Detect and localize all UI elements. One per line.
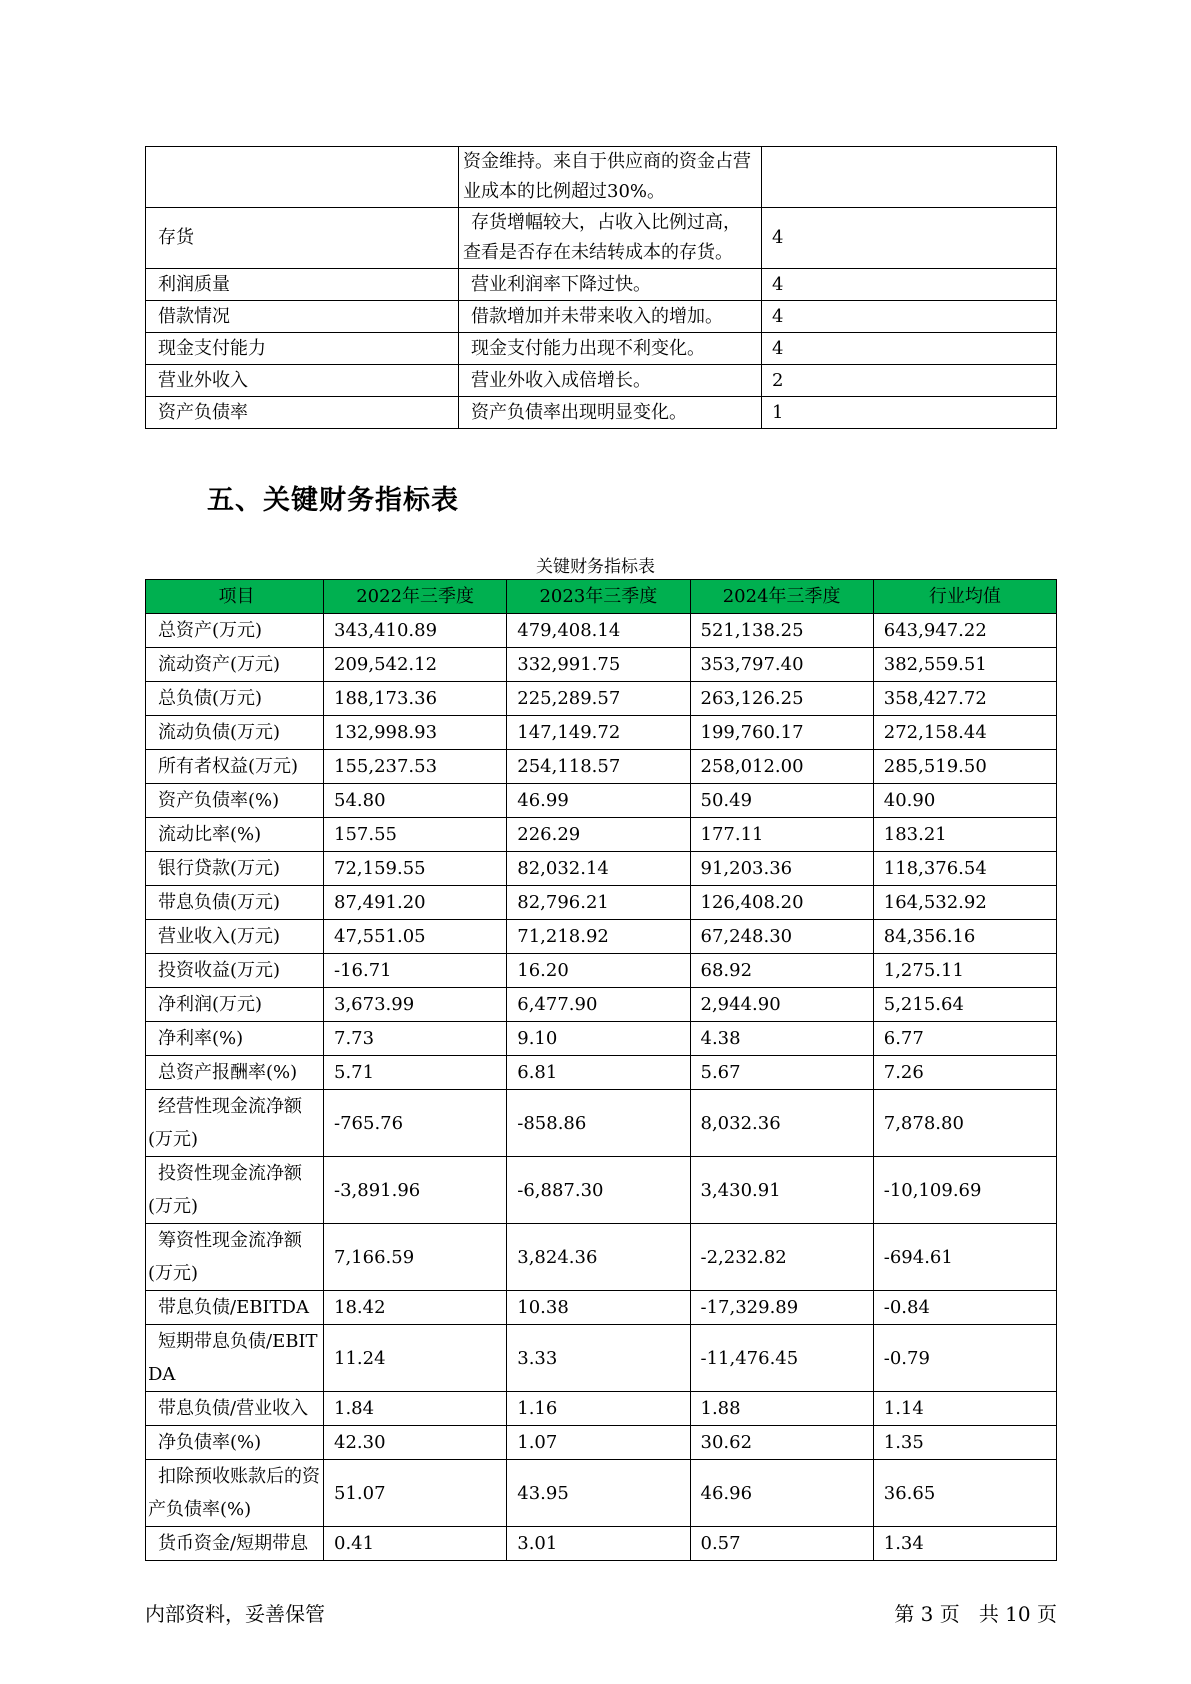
risk-description-cell: 营业外收入成倍增长。 — [459, 365, 762, 397]
indicator-value: 3,824.36 — [507, 1224, 690, 1291]
table-row — [146, 818, 1057, 852]
indicator-label: 净利率(%) — [146, 1022, 324, 1056]
risk-score-cell: 1 — [762, 397, 1057, 429]
indicator-value: 3,673.99 — [324, 988, 507, 1022]
risk-score-cell: 4 — [762, 269, 1057, 301]
indicator-value: 209,542.12 — [324, 648, 507, 682]
indicator-label: 总资产报酬率(%) — [146, 1056, 324, 1090]
table-caption: 关键财务指标表 — [536, 557, 655, 577]
indicator-value: 332,991.75 — [507, 648, 690, 682]
column-header: 2022年三季度 — [324, 580, 507, 614]
indicator-value: 51.07 — [324, 1460, 507, 1527]
risk-description-cell: 存货增幅较大，占收入比例过高，查看是否存在未结转成本的存货。 — [459, 208, 762, 269]
indicator-value: 72,159.55 — [324, 852, 507, 886]
indicator-label: 总资产(万元) — [146, 614, 324, 648]
indicator-value: 46.99 — [507, 784, 690, 818]
table-row — [146, 301, 1057, 333]
indicator-value: 254,118.57 — [507, 750, 690, 784]
column-header: 行业均值 — [873, 580, 1056, 614]
indicator-value: 11.24 — [324, 1325, 507, 1392]
indicator-value: 82,796.21 — [507, 886, 690, 920]
table-row — [146, 784, 1057, 818]
indicator-value: 50.49 — [690, 784, 873, 818]
table-header-row — [146, 580, 1057, 614]
indicator-value: 87,491.20 — [324, 886, 507, 920]
indicator-value: 16.20 — [507, 954, 690, 988]
indicator-value: 226.29 — [507, 818, 690, 852]
table-row — [146, 920, 1057, 954]
footer-page-number: 第 3 页 共 10 页 — [894, 1602, 1057, 1626]
indicator-value: -11,476.45 — [690, 1325, 873, 1392]
key-financial-indicators-table — [145, 579, 1057, 1561]
indicator-label: 总负债(万元) — [146, 682, 324, 716]
table-row — [146, 1090, 1057, 1157]
indicator-value: 263,126.25 — [690, 682, 873, 716]
table-row — [146, 988, 1057, 1022]
indicator-label: 银行贷款(万元) — [146, 852, 324, 886]
indicator-value: -3,891.96 — [324, 1157, 507, 1224]
indicator-label: 投资性现金流净额(万元) — [146, 1157, 324, 1224]
table-row — [146, 954, 1057, 988]
indicator-label: 短期带息负债/EBITDA — [146, 1325, 324, 1392]
table-row — [146, 397, 1057, 429]
risk-description-cell: 资金维持。来自于供应商的资金占营业成本的比例超过30%。 — [459, 147, 762, 208]
indicator-value: 382,559.51 — [873, 648, 1056, 682]
risk-description-cell: 借款增加并未带来收入的增加。 — [459, 301, 762, 333]
indicator-value: 479,408.14 — [507, 614, 690, 648]
indicator-value: 10.38 — [507, 1291, 690, 1325]
indicator-value: 47,551.05 — [324, 920, 507, 954]
indicator-value: -0.79 — [873, 1325, 1056, 1392]
indicator-label: 流动负债(万元) — [146, 716, 324, 750]
indicator-value: 3,430.91 — [690, 1157, 873, 1224]
indicator-label: 资产负债率(%) — [146, 784, 324, 818]
indicator-value: 353,797.40 — [690, 648, 873, 682]
indicator-value: 0.41 — [324, 1527, 507, 1561]
indicator-value: 285,519.50 — [873, 750, 1056, 784]
column-header: 2024年三季度 — [690, 580, 873, 614]
indicator-value: 36.65 — [873, 1460, 1056, 1527]
indicator-value: 7.73 — [324, 1022, 507, 1056]
indicator-value: 132,998.93 — [324, 716, 507, 750]
indicator-label: 流动资产(万元) — [146, 648, 324, 682]
indicator-label: 货币资金/短期带息 — [146, 1527, 324, 1561]
indicator-value: 7,166.59 — [324, 1224, 507, 1291]
table-row — [146, 852, 1057, 886]
indicator-value: 1.84 — [324, 1392, 507, 1426]
indicator-value: 91,203.36 — [690, 852, 873, 886]
indicator-value: 3.01 — [507, 1527, 690, 1561]
indicator-value: 643,947.22 — [873, 614, 1056, 648]
indicator-value: 188,173.36 — [324, 682, 507, 716]
section-title: 五、关键财务指标表 — [207, 485, 459, 516]
indicator-value: 147,149.72 — [507, 716, 690, 750]
indicator-value: -694.61 — [873, 1224, 1056, 1291]
indicator-value: 6.77 — [873, 1022, 1056, 1056]
risk-item-cell: 资产负债率 — [146, 397, 459, 429]
table-row — [146, 1022, 1057, 1056]
risk-score-cell: 4 — [762, 333, 1057, 365]
table-row — [146, 365, 1057, 397]
indicator-label: 营业收入(万元) — [146, 920, 324, 954]
indicator-label: 筹资性现金流净额(万元) — [146, 1224, 324, 1291]
table-row — [146, 333, 1057, 365]
indicator-value: 68.92 — [690, 954, 873, 988]
risk-score-cell: 4 — [762, 208, 1057, 269]
indicator-value: -17,329.89 — [690, 1291, 873, 1325]
indicator-value: 46.96 — [690, 1460, 873, 1527]
indicator-value: 1.35 — [873, 1426, 1056, 1460]
indicator-value: 343,410.89 — [324, 614, 507, 648]
indicator-value: 84,356.16 — [873, 920, 1056, 954]
table-row — [146, 208, 1057, 269]
indicator-value: -0.84 — [873, 1291, 1056, 1325]
indicator-value: 258,012.00 — [690, 750, 873, 784]
footer-confidential-note: 内部资料，妥善保管 — [145, 1602, 325, 1626]
risk-item-cell: 利润质量 — [146, 269, 459, 301]
table-row — [146, 1157, 1057, 1224]
indicator-value: 1.88 — [690, 1392, 873, 1426]
indicator-value: 3.33 — [507, 1325, 690, 1392]
table-row — [146, 1291, 1057, 1325]
indicator-label: 所有者权益(万元) — [146, 750, 324, 784]
indicator-value: -6,887.30 — [507, 1157, 690, 1224]
indicator-value: 199,760.17 — [690, 716, 873, 750]
indicator-value: 40.90 — [873, 784, 1056, 818]
indicator-value: 1.14 — [873, 1392, 1056, 1426]
indicator-value: 67,248.30 — [690, 920, 873, 954]
indicator-label: 投资收益(万元) — [146, 954, 324, 988]
risk-description-cell: 营业利润率下降过快。 — [459, 269, 762, 301]
indicator-value: 521,138.25 — [690, 614, 873, 648]
indicator-value: 5.71 — [324, 1056, 507, 1090]
indicator-value: 155,237.53 — [324, 750, 507, 784]
risk-score-cell: 4 — [762, 301, 1057, 333]
indicator-value: 7,878.80 — [873, 1090, 1056, 1157]
indicator-value: 358,427.72 — [873, 682, 1056, 716]
indicator-value: -10,109.69 — [873, 1157, 1056, 1224]
table-row — [146, 1224, 1057, 1291]
indicator-value: 6,477.90 — [507, 988, 690, 1022]
indicator-value: 126,408.20 — [690, 886, 873, 920]
risk-item-cell: 现金支付能力 — [146, 333, 459, 365]
indicator-value: 54.80 — [324, 784, 507, 818]
indicator-value: -765.76 — [324, 1090, 507, 1157]
risk-indicator-table — [145, 146, 1057, 429]
indicator-value: 1.07 — [507, 1426, 690, 1460]
indicator-label: 带息负债/EBITDA — [146, 1291, 324, 1325]
table-row — [146, 1426, 1057, 1460]
indicator-value: 118,376.54 — [873, 852, 1056, 886]
risk-item-cell — [146, 147, 459, 208]
table-row — [146, 750, 1057, 784]
indicator-value: 225,289.57 — [507, 682, 690, 716]
indicator-value: 9.10 — [507, 1022, 690, 1056]
indicator-label: 扣除预收账款后的资产负债率(%) — [146, 1460, 324, 1527]
indicator-label: 净利润(万元) — [146, 988, 324, 1022]
indicator-value: 5,215.64 — [873, 988, 1056, 1022]
indicator-value: 8,032.36 — [690, 1090, 873, 1157]
risk-item-cell: 存货 — [146, 208, 459, 269]
table-row — [146, 1325, 1057, 1392]
table-row — [146, 614, 1057, 648]
risk-score-cell — [762, 147, 1057, 208]
table-row — [146, 147, 1057, 208]
indicator-value: -2,232.82 — [690, 1224, 873, 1291]
indicator-label: 流动比率(%) — [146, 818, 324, 852]
indicator-value: -858.86 — [507, 1090, 690, 1157]
indicator-value: 1.16 — [507, 1392, 690, 1426]
risk-description-cell: 资产负债率出现明显变化。 — [459, 397, 762, 429]
indicator-label: 带息负债/营业收入 — [146, 1392, 324, 1426]
indicator-value: 18.42 — [324, 1291, 507, 1325]
table-row — [146, 1527, 1057, 1561]
indicator-value: 2,944.90 — [690, 988, 873, 1022]
table-row — [146, 682, 1057, 716]
indicator-value: 43.95 — [507, 1460, 690, 1527]
column-header: 项目 — [146, 580, 324, 614]
indicator-value: 5.67 — [690, 1056, 873, 1090]
indicator-value: -16.71 — [324, 954, 507, 988]
indicator-value: 157.55 — [324, 818, 507, 852]
indicator-value: 7.26 — [873, 1056, 1056, 1090]
indicator-value: 1.34 — [873, 1527, 1056, 1561]
indicator-value: 177.11 — [690, 818, 873, 852]
table-row — [146, 886, 1057, 920]
indicator-value: 82,032.14 — [507, 852, 690, 886]
indicator-label: 带息负债(万元) — [146, 886, 324, 920]
column-header: 2023年三季度 — [507, 580, 690, 614]
indicator-label: 经营性现金流净额(万元) — [146, 1090, 324, 1157]
table-row — [146, 716, 1057, 750]
table-row — [146, 1460, 1057, 1527]
indicator-value: 272,158.44 — [873, 716, 1056, 750]
risk-score-cell: 2 — [762, 365, 1057, 397]
indicator-value: 42.30 — [324, 1426, 507, 1460]
indicator-value: 0.57 — [690, 1527, 873, 1561]
risk-item-cell: 营业外收入 — [146, 365, 459, 397]
indicator-value: 4.38 — [690, 1022, 873, 1056]
indicator-value: 30.62 — [690, 1426, 873, 1460]
indicator-value: 6.81 — [507, 1056, 690, 1090]
indicator-value: 164,532.92 — [873, 886, 1056, 920]
indicator-value: 183.21 — [873, 818, 1056, 852]
indicator-label: 净负债率(%) — [146, 1426, 324, 1460]
risk-description-cell: 现金支付能力出现不利变化。 — [459, 333, 762, 365]
table-row — [146, 648, 1057, 682]
table-row — [146, 1392, 1057, 1426]
table-row — [146, 1056, 1057, 1090]
risk-item-cell: 借款情况 — [146, 301, 459, 333]
indicator-value: 1,275.11 — [873, 954, 1056, 988]
table-row — [146, 269, 1057, 301]
indicator-value: 71,218.92 — [507, 920, 690, 954]
